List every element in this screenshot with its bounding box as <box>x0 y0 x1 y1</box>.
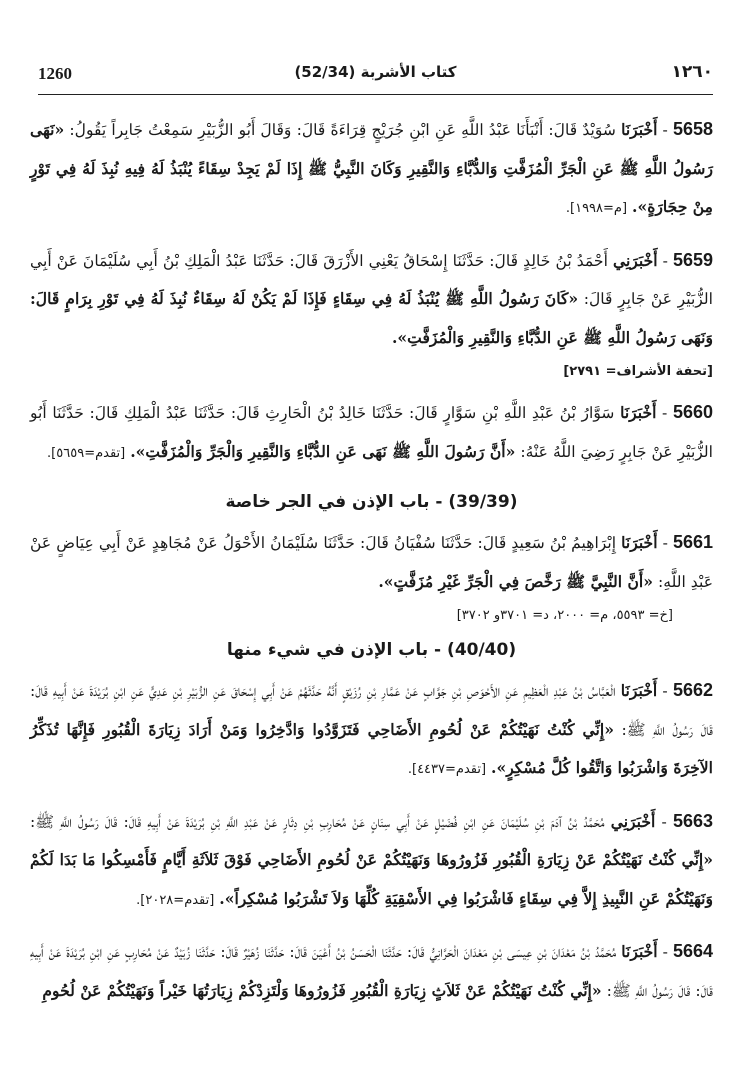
chapter-heading <box>30 633 713 667</box>
chapter-number: (40/40) <box>447 640 517 660</box>
hadith-matn: «إِنِّي كُنْتُ نَهَيْتُكُمْ عَنْ لُحُومِ الأَضَاحِي فَتَزَوَّدُوا وَادَّخِرُوا وَمَنْ أَرَادَ زِيَارَةَ الْقُبُورِ فَإِنَّهَا تُذَكِّرُ الآخِرَةَ وَاشْرَبُوا وَاتَّقُوا كُلَّ مُسْكِرٍ». <box>30 719 713 777</box>
hadith-opening: أَخْبَرَنَا <box>621 533 658 552</box>
hadith-isnad: مُحَمَّدُ بْنُ مَعْدَانَ بْنِ عِيسَى بْنِ مَعْدَانَ الْحَرَّانِيُّ قَالَ: حَدَّثَنَا الْحَسَنُ بْنُ أَعْيَنَ قَالَ: حَدَّثَنَا زُهَيْرٌ قَالَ: حَدَّثَنَا زُبَيْدٌ عَنْ مُحَارِبٍ عَنِ ابْنِ بُرَيْدَةَ عَنْ أَبِيهِ قَالَ: قَالَ رَسُولُ اللَّهِ ﷺ: <box>30 943 713 1000</box>
hadith-number: 5661 <box>672 532 713 552</box>
chapter-title: - باب الإذن في شيء منها <box>226 640 442 660</box>
hadith-5661: 5661 - أَخْبَرَنَا إِبْرَاهِيمُ بْنُ سَعِيدٍ قَالَ: حَدَّثَنَا سُفْيَانُ قَالَ: حَدَّثَنَا سُلَيْمَانُ الأَحْوَلُ عَنْ مُجَاهِدٍ عَنْ أَبِي عِيَاضٍ عَنْ عَبْدِ اللَّهِ: «أَنَّ النَّبِيَّ ﷺ رَخَّصَ فِي الْجَرِّ غَيْرِ مُزَفَّتٍ». <box>30 532 713 591</box>
hadith-reference: [تقدم=٢٠٢٨]. <box>136 892 215 908</box>
book-title: (52/34) كتاب الأشربة <box>294 63 457 81</box>
hadith-opening: أَخْبَرَنِي <box>612 250 658 270</box>
hadith-matn: «أَنَّ النَّبِيَّ ﷺ رَخَّصَ فِي الْجَرِّ غَيْرِ مُزَفَّتٍ». <box>378 571 654 591</box>
hadith-5659: 5659 - أَخْبَرَنِي أَحْمَدُ بْنُ خَالِدٍ قَالَ: حَدَّثَنَا إِسْحَاقُ يَعْنِي الأَزْرَقَ قَالَ: حَدَّثَنَا عَبْدُ الْمَلِكِ بْنُ أَبِي سُلَيْمَانَ عَنْ أَبِي الزُّبَيْرِ عَنْ جَابِرٍ قَالَ: «كَانَ رَسُولُ اللَّهِ ﷺ يُنْبَذُ لَهُ فِي سِقَاءٍ فَإِذَا لَمْ يَكُنْ لَهُ سِقَاءٌ نُبِذَ لَهُ فِي تَوْرِ بِرَامٍ قَالَ: وَنَهَى رَسُولُ اللَّهِ ﷺ عَنِ الدُّبَّاءِ وَالنَّقِيرِ وَالْمُزَفَّتِ». <box>30 249 713 347</box>
hadith-opening: أَخْبَرَنِي <box>610 811 656 831</box>
hadith-reference: [تقدم=٥٦٥٩]. <box>47 445 126 461</box>
hadith-matn: «كَانَ رَسُولُ اللَّهِ ﷺ يُنْبَذُ لَهُ فِي سِقَاءٍ فَإِذَا لَمْ يَكُنْ لَهُ سِقَاءٌ نُبِذَ لَهُ فِي تَوْرِ بِرَامٍ قَالَ: وَنَهَى رَسُولُ اللَّهِ ﷺ عَنِ الدُّبَّاءِ وَالنَّقِيرِ وَالْمُزَفَّتِ». <box>30 289 713 347</box>
hadith-isnad: سَوَّارُ بْنُ عَبْدِ اللَّهِ بْنِ سَوَّارٍ قَالَ: حَدَّثَنَا خَالِدُ بْنُ الْحَارِثِ قَالَ: حَدَّثَنَا عَبْدُ الْمَلِكِ قَالَ: حَدَّثَنَا أَبُو الزُّبَيْرِ عَنْ جَابِرٍ رَضِيَ اللَّهُ عَنْهُ: <box>30 404 713 461</box>
hadith-opening: أَخْبَرَنَا <box>621 942 658 961</box>
hadith-matn: «نَهَى رَسُولُ اللَّهِ ﷺ عَنِ الْجَرِّ الْمُزَفَّتِ وَالدُّبَّاءِ وَالنَّقِيرِ وَكَانَ النَّبِيُّ ﷺ إِذَا لَمْ يَجِدْ سِقَاءً يُنْبَذُ لَهُ فِيهِ نُبِذَ لَهُ فِي تَوْرٍ مِنْ حِجَارَةٍ». <box>30 120 713 216</box>
running-header <box>38 60 713 95</box>
page-number-arabic: ١٢٦٠ <box>671 62 713 82</box>
chapter-title: - باب الإذن في الجر خاصة <box>225 492 443 512</box>
hadith-5664: 5664 - أَخْبَرَنَا مُحَمَّدُ بْنُ مَعْدَانَ بْنِ عِيسَى بْنِ مَعْدَانَ الْحَرَّانِيُّ قَالَ: حَدَّثَنَا الْحَسَنُ بْنُ أَعْيَنَ قَالَ: حَدَّثَنَا زُهَيْرٌ قَالَ: حَدَّثَنَا زُبَيْدٌ عَنْ مُحَارِبٍ عَنِ ابْنِ بُرَيْدَةَ عَنْ أَبِيهِ قَالَ: قَالَ رَسُولُ اللَّهِ ﷺ: «إِنِّي كُنْتُ نَهَيْتُكُمْ عَنْ ثَلاَثٍ زِيَارَةِ الْقُبُورِ فَزُورُوهَا وَلْتَزِدْكُمْ زِيَارَتُهَا خَيْراً وَنَهَيْتُكُمْ عَنْ لُحُومِ <box>30 941 713 1000</box>
hadith-5660: 5660 - أَخْبَرَنَا سَوَّارُ بْنُ عَبْدِ اللَّهِ بْنِ سَوَّارٍ قَالَ: حَدَّثَنَا خَالِدُ بْنُ الْحَارِثِ قَالَ: حَدَّثَنَا عَبْدُ الْمَلِكِ قَالَ: حَدَّثَنَا أَبُو الزُّبَيْرِ عَنْ جَابِرٍ رَضِيَ اللَّهُ عَنْهُ: «أَنَّ رَسُولَ اللَّهِ ﷺ نَهَى عَنِ الدُّبَّاءِ وَالنَّقِيرِ وَالْجَرِّ وَالْمُزَفَّتِ». [تقدم=٥٦٥٩]. <box>30 402 713 461</box>
hadith-opening: أَخْبَرَنَا <box>620 681 658 700</box>
hadith-matn: «إِنِّي كُنْتُ نَهَيْتُكُمْ عَنْ ثَلاَثٍ زِيَارَةِ الْقُبُورِ فَزُورُوهَا وَلْتَزِدْكُمْ زِيَارَتُهَا خَيْراً وَنَهَيْتُكُمْ عَنْ لُحُومِ <box>42 980 602 1000</box>
chapter-number: (39/39) <box>448 492 518 512</box>
hadith-5663: 5663 - أَخْبَرَنِي مُحَمَّدُ بْنُ آدَمَ بْنِ سُلَيْمَانَ عَنِ ابْنِ فُضَيْلٍ عَنْ أَبِي سِنَانٍ عَنْ مُحَارِبِ بْنِ دِثَارٍ عَنْ عَبْدِ اللَّهِ بْنِ بُرَيْدَةَ عَنْ أَبِيهِ قَالَ: قَالَ رَسُولُ اللَّهِ ﷺ: «إِنِّي كُنْتُ نَهَيْتُكُمْ عَنْ زِيَارَةِ الْقُبُورِ فَزُورُوهَا وَنَهَيْتُكُمْ عَنْ لُحُومِ الأَضَاحِي فَوْقَ ثَلاَثَةِ أَيَّامٍ فَأَمْسِكُوا مَا بَدَا لَكُمْ وَنَهَيْتُكُمْ عَنِ النَّبِيذِ إِلاَّ فِي سِقَاءٍ فَاشْرَبُوا فِي الأَسْقِيَةِ كُلِّهَا وَلاَ تَشْرَبُوا مُسْكِراً». [تقدم=٢٠٢٨]. <box>30 810 713 908</box>
hadith-opening: أَخْبَرَنَا <box>620 403 657 422</box>
tuhfa-reference: [تحفة الأشراف= ٢٧٩١] <box>563 364 713 379</box>
hadith-isnad: الْعَبَّاسُ بْنُ عَبْدِ الْعَظِيمِ عَنِ الأَحْوَصِ بْنِ جَوَّابٍ عَنْ عَمَّارِ بْنِ رُزَيْقٍ أَنَّهُ حَدَّثَهُمْ عَنْ أَبِي إِسْحَاقَ عَنِ الزُّبَيْرِ بْنِ عَدِيٍّ عَنِ ابْنِ بُرَيْدَةَ عَنْ أَبِيهِ قَالَ: قَالَ رَسُولُ اللَّهِ ﷺ: <box>30 682 713 739</box>
hadith-isnad: أَحْمَدُ بْنُ خَالِدٍ قَالَ: حَدَّثَنَا إِسْحَاقُ يَعْنِي الأَزْرَقَ قَالَ: حَدَّثَنَا عَبْدُ الْمَلِكِ بْنُ أَبِي سُلَيْمَانَ عَنْ أَبِي الزُّبَيْرِ عَنْ جَابِرٍ قَالَ: <box>30 251 713 308</box>
hadith-number: 5659 <box>672 249 713 270</box>
hadith-number: 5664 <box>672 941 713 961</box>
hadith-opening: أَخْبَرَنَا <box>621 120 658 139</box>
hadith-isnad: مُحَمَّدُ بْنُ آدَمَ بْنِ سُلَيْمَانَ عَنِ ابْنِ فُضَيْلٍ عَنْ أَبِي سِنَانٍ عَنْ مُحَارِبِ بْنِ دِثَارٍ عَنْ عَبْدِ اللَّهِ بْنِ بُرَيْدَةَ عَنْ أَبِيهِ قَالَ: قَالَ رَسُولُ اللَّهِ ﷺ: <box>30 812 605 831</box>
page-number-latin: 1260 <box>38 64 72 83</box>
page-body <box>30 110 713 1022</box>
hadith-5662: 5662 - أَخْبَرَنَا الْعَبَّاسُ بْنُ عَبْدِ الْعَظِيمِ عَنِ الأَحْوَصِ بْنِ جَوَّابٍ عَنْ عَمَّارِ بْنِ رُزَيْقٍ أَنَّهُ حَدَّثَهُمْ عَنْ أَبِي إِسْحَاقَ عَنِ الزُّبَيْرِ بْنِ عَدِيٍّ عَنِ ابْنِ بُرَيْدَةَ عَنْ أَبِيهِ قَالَ: قَالَ رَسُولُ اللَّهِ ﷺ: «إِنِّي كُنْتُ نَهَيْتُكُمْ عَنْ لُحُومِ الأَضَاحِي فَتَزَوَّدُوا وَادَّخِرُوا وَمَنْ أَرَادَ زِيَارَةَ الْقُبُورِ فَإِنَّهَا تُذَكِّرُ الآخِرَةَ وَاشْرَبُوا وَاتَّقُوا كُلَّ مُسْكِرٍ». [تقدم=٤٤٣٧]. <box>30 680 713 777</box>
chapter-heading <box>30 485 713 519</box>
hadith-reference: [م=١٩٩٨]. <box>565 201 628 216</box>
hadith-number: 5663 <box>672 810 713 831</box>
hadith-isnad: إِبْرَاهِيمُ بْنُ سَعِيدٍ قَالَ: حَدَّثَنَا سُفْيَانُ قَالَ: حَدَّثَنَا سُلَيْمَانُ الأَحْوَلُ عَنْ مُجَاهِدٍ عَنْ أَبِي عِيَاضٍ عَنْ عَبْدِ اللَّهِ: <box>30 534 713 591</box>
hadith-isnad: سُوَيْدٌ قَالَ: أَنْبَأَنَا عَبْدُ اللَّهِ عَنِ ابْنِ جُرَيْجٍ قِرَاءَةً قَالَ: وَقَالَ أَبُو الزُّبَيْرِ سَمِعْتُ جَابِراً يَقُولُ: <box>69 121 616 139</box>
hadith-5658: 5658 - أَخْبَرَنَا سُوَيْدٌ قَالَ: أَنْبَأَنَا عَبْدُ اللَّهِ عَنِ ابْنِ جُرَيْجٍ قِرَاءَةً قَالَ: وَقَالَ أَبُو الزُّبَيْرِ سَمِعْتُ جَابِراً يَقُولُ: «نَهَى رَسُولُ اللَّهِ ﷺ عَنِ الْجَرِّ الْمُزَفَّتِ وَالدُّبَّاءِ وَالنَّقِيرِ وَكَانَ النَّبِيُّ ﷺ إِذَا لَمْ يَجِدْ سِقَاءً يُنْبَذُ لَهُ فِيهِ نُبِذَ لَهُ فِي تَوْرٍ مِنْ حِجَارَةٍ». [م=١٩٩٨]. <box>30 119 713 216</box>
hadith-matn: «إِنِّي كُنْتُ نَهَيْتُكُمْ عَنْ زِيَارَةِ الْقُبُورِ فَزُورُوهَا وَنَهَيْتُكُمْ عَنْ لُحُومِ الأَضَاحِي فَوْقَ ثَلاَثَةِ أَيَّامٍ فَأَمْسِكُوا مَا بَدَا لَكُمْ وَنَهَيْتُكُمْ عَنِ النَّبِيذِ إِلاَّ فِي سِقَاءٍ فَاشْرَبُوا فِي الأَسْقِيَةِ كُلِّهَا وَلاَ تَشْرَبُوا مُسْكِراً». <box>30 850 713 908</box>
source-reference: [خ= ٥٥٩٣، م= ٢٠٠٠، د= ٣٧٠١و ٣٧٠٢] <box>456 608 673 623</box>
hadith-number: 5658 <box>672 119 713 139</box>
hadith-number: 5662 <box>672 680 713 700</box>
hadith-reference: [تقدم=٤٤٣٧]. <box>407 762 487 777</box>
hadith-number: 5660 <box>672 402 713 422</box>
hadith-matn: «أَنَّ رَسُولَ اللَّهِ ﷺ نَهَى عَنِ الدُّبَّاءِ وَالنَّقِيرِ وَالْجَرِّ وَالْمُزَفَّتِ». <box>130 441 516 461</box>
